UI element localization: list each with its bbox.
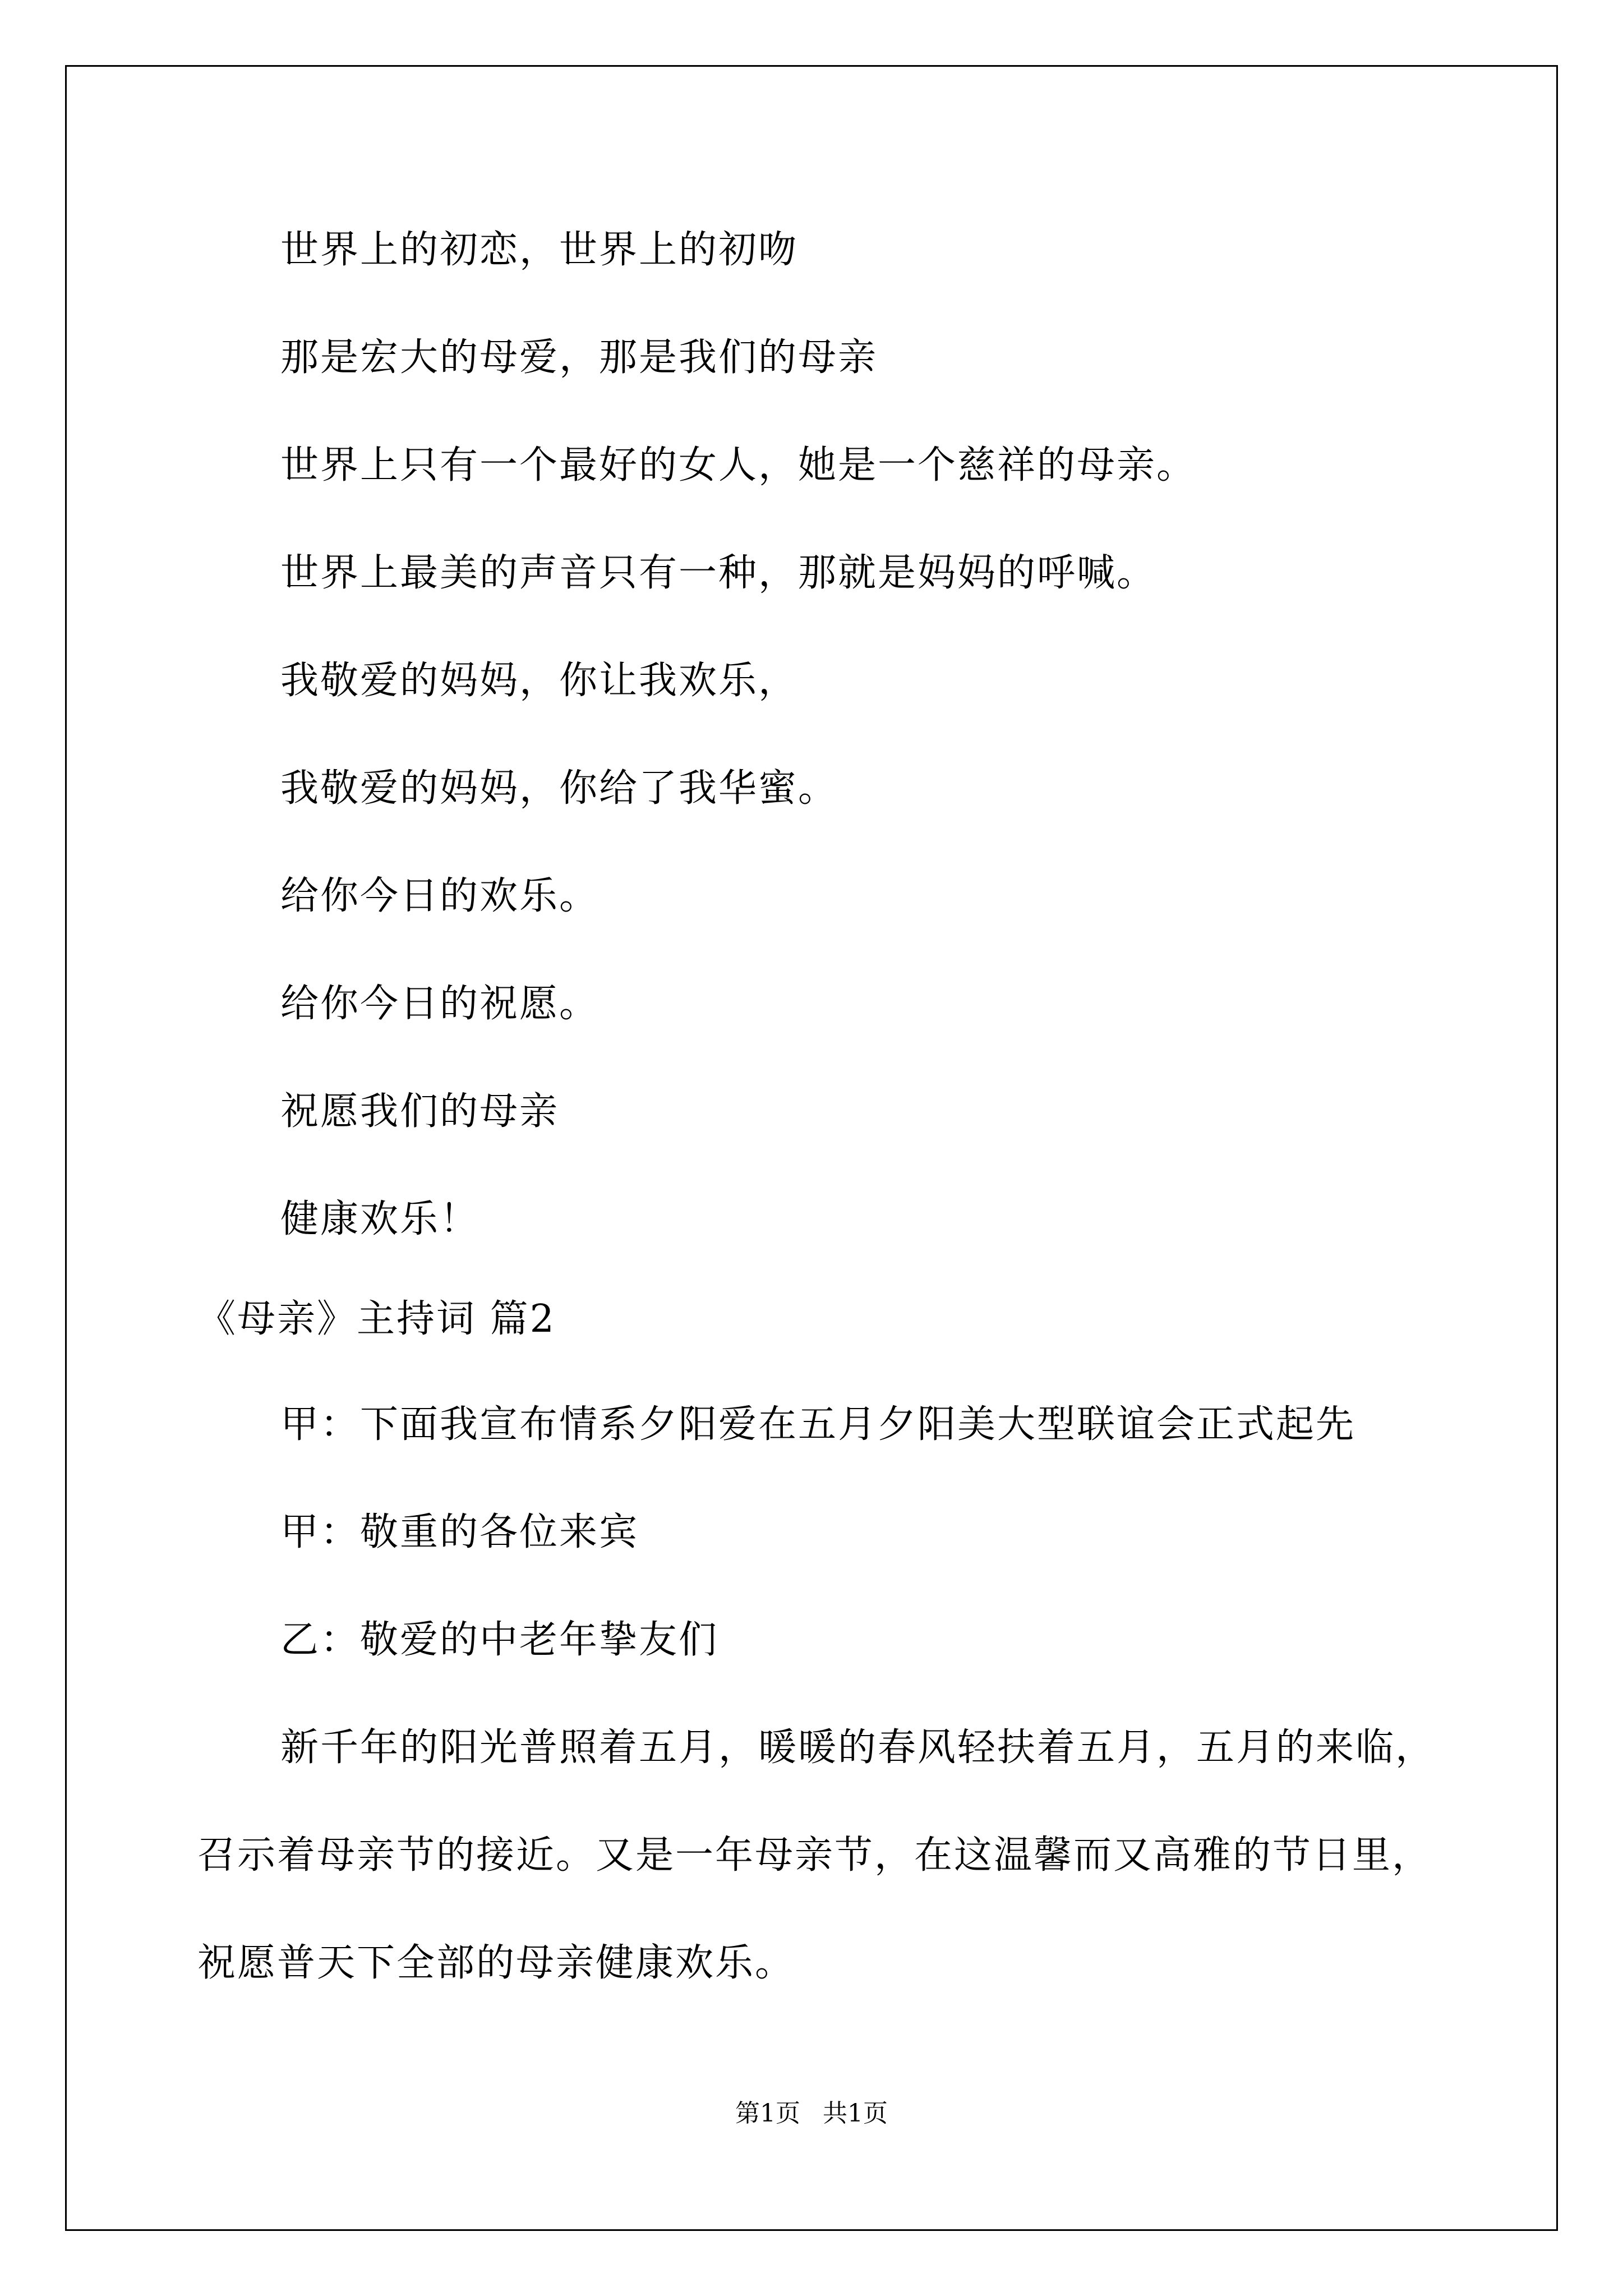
section-heading: 《母亲》主持词 篇2 (197, 1297, 556, 1341)
page-footer (0, 2097, 1623, 2131)
paragraph-line-2: 召示着母亲节的接近。又是一年母亲节，在这温馨而又高雅的节日里， (197, 1833, 1432, 1878)
body-line-10: 健康欢乐！ (280, 1197, 480, 1241)
body-line-6: 我敬爱的妈妈，你给了我华蜜。 (280, 766, 838, 811)
body-line-7: 给你今日的欢乐。 (280, 874, 600, 918)
page-number: 第1页 (735, 2099, 800, 2128)
body-line-8: 给你今日的祝愿。 (280, 982, 600, 1026)
body-line-9: 祝愿我们的母亲 (280, 1089, 560, 1134)
page-border (65, 65, 1558, 2231)
paragraph-line-3: 祝愿普天下全部的母亲健康欢乐。 (197, 1941, 795, 1985)
dialogue-line-2: 甲：敬重的各位来宾 (280, 1510, 639, 1554)
body-line-2: 那是宏大的母爱，那是我们的母亲 (280, 335, 878, 380)
dialogue-line-1: 甲：下面我宣布情系夕阳爱在五月夕阳美大型联谊会正式起先 (280, 1402, 1356, 1447)
body-line-3: 世界上只有一个最好的女人，她是一个慈祥的母亲。 (280, 443, 1197, 487)
body-line-5: 我敬爱的妈妈，你让我欢乐， (280, 659, 799, 703)
paragraph-line-1: 新千年的阳光普照着五月，暖暖的春风轻扶着五月，五月的来临， (280, 1726, 1436, 1770)
dialogue-line-3: 乙：敬爱的中老年挚友们 (280, 1618, 719, 1662)
page-total: 共1页 (823, 2099, 888, 2128)
body-line-1: 世界上的初恋，世界上的初吻 (280, 228, 799, 272)
body-line-4: 世界上最美的声音只有一种，那就是妈妈的呼喊。 (280, 551, 1157, 595)
